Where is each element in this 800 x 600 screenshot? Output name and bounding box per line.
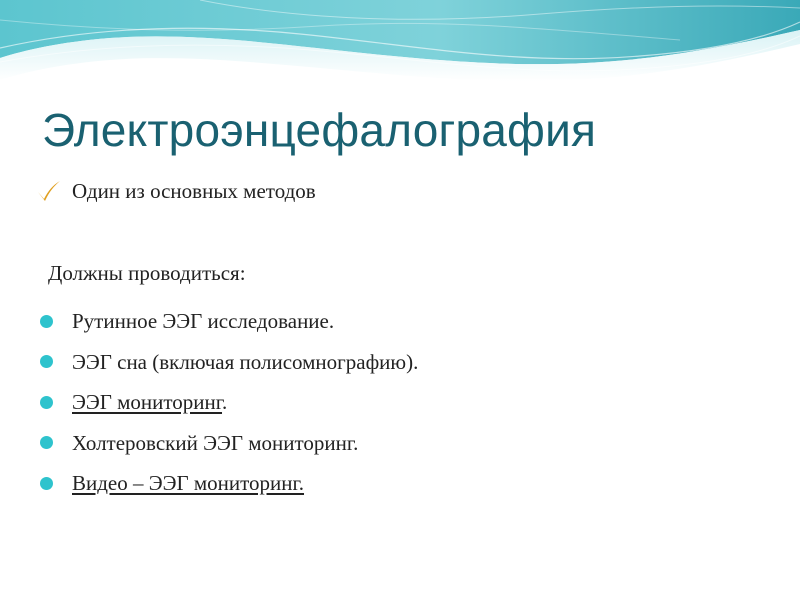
bullet-text: Рутинное ЭЭГ исследование. [72,309,335,334]
eeg-monitoring-link[interactable]: ЭЭГ мониторинг [72,390,223,415]
bullet-dot-icon [40,355,53,368]
slide-title: Электроэнцефалография [42,104,597,156]
bullet-text: Холтеровский ЭЭГ мониторинг. [72,430,359,455]
list-item [40,382,418,423]
list-item [40,463,418,504]
list-item [40,423,418,464]
checkmark-icon [36,179,62,203]
video-eeg-monitoring-link[interactable]: Видео – ЭЭГ мониторинг. [72,471,305,496]
check-item-text: Один из основных методов [72,179,316,203]
bullet-text-wrapper [72,387,227,417]
list-item [40,342,418,383]
bullet-dot-icon [40,477,53,490]
wave-header-decoration [0,0,800,110]
bullet-text: ЭЭГ сна (включая полисомнографию). [72,349,419,374]
subheading: Должны проводиться: [48,261,246,285]
check-item [36,176,316,206]
bullet-dot-icon [40,436,53,449]
bullet-suffix: . [222,390,228,415]
list-item [40,301,418,342]
bullet-list [40,301,418,504]
bullet-dot-icon [40,396,53,409]
bullet-dot-icon [40,315,53,328]
